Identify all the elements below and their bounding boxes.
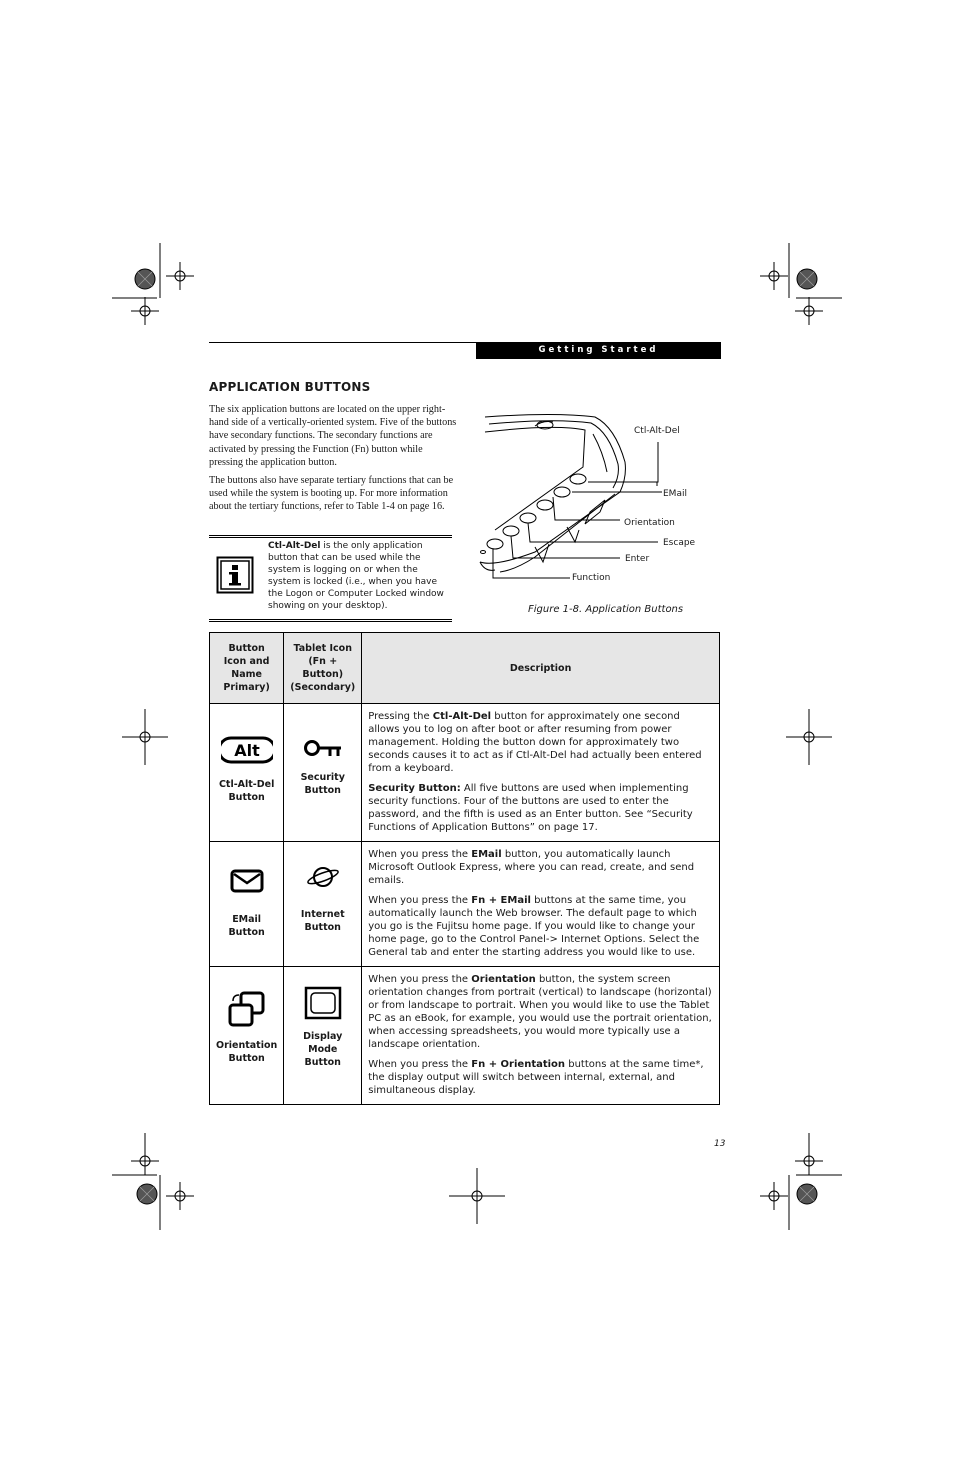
primary-name: EMail Button xyxy=(228,914,265,938)
section-title: APPLICATION BUTTONS xyxy=(209,380,371,394)
description-cell xyxy=(362,842,720,967)
desc-bold: Security Button: xyxy=(368,783,461,794)
figure-caption: Figure 1-8. Application Buttons xyxy=(528,604,684,615)
description-paragraph xyxy=(368,848,713,887)
table-header-row xyxy=(210,633,720,704)
tablet-illustration xyxy=(475,412,725,592)
callout-ctl-alt-del: Ctl-Alt-Del xyxy=(634,426,680,436)
desc-text: Pressing the xyxy=(368,711,433,722)
application-buttons-table xyxy=(209,632,720,1105)
note-body: is the only application button that can be used while the system is logging on or when the system is locked (i.e., when you have the Logon or Computer Locked window showing on your desktop). xyxy=(268,541,444,611)
header-description: Description xyxy=(362,633,720,704)
envelope-icon xyxy=(230,869,264,893)
desc-bold: Fn + Orientation xyxy=(471,1059,566,1070)
note-rule-bottom xyxy=(209,619,452,620)
secondary-cell xyxy=(284,967,362,1105)
description-paragraph xyxy=(368,782,713,834)
desc-text: When you press the xyxy=(368,849,472,860)
desc-text: buttons at the same time*, the display output will switch between internal, external, and simultaneous display. xyxy=(368,1059,704,1096)
intro-paragraph-1: The six application buttons are located on the upper right-hand side of a vertically-oriented system. Five of the buttons have secondary functions. The secondary functions are activated by pressing the Function (Fn) button while pressing the application button. xyxy=(209,404,457,468)
description-paragraph xyxy=(368,1058,713,1097)
description-paragraph xyxy=(368,710,713,775)
callout-escape: Escape xyxy=(663,538,696,548)
description-cell xyxy=(362,967,720,1105)
secondary-cell xyxy=(284,704,362,842)
secondary-name: Display Mode Button xyxy=(303,1031,343,1068)
section-label: Getting Started xyxy=(538,345,659,355)
secondary-name: Security Button xyxy=(300,772,345,796)
monitor-icon xyxy=(304,986,342,1020)
primary-cell xyxy=(210,704,284,842)
note-bold: Ctl-Alt-Del xyxy=(268,541,321,551)
desc-bold: Orientation xyxy=(471,974,536,985)
callout-enter: Enter xyxy=(625,554,650,564)
secondary-name: Internet Button xyxy=(300,909,345,933)
primary-name: Ctl-Alt-Del Button xyxy=(218,779,275,803)
alt-button-icon xyxy=(221,736,273,764)
description-cell xyxy=(362,704,720,842)
header-secondary-label: Tablet Icon (Fn + Button) (Secondary) xyxy=(290,643,356,693)
callout-function: Function xyxy=(572,573,611,583)
callout-orientation: Orientation xyxy=(624,518,675,528)
desc-bold: Fn + EMail xyxy=(471,895,531,906)
svg-text:Alt: Alt xyxy=(233,741,260,760)
table-row xyxy=(210,704,720,842)
desc-text: button for approximately one second allows you to log on after boot or after resuming from power management. Holding the button down for approximately two seconds causes it to act as if Ctl-Alt-Del had actually been entered from a keyboard. xyxy=(368,711,702,774)
note-text xyxy=(268,540,450,612)
header-primary-label: Button Icon and Name Primary) xyxy=(223,643,270,693)
description-paragraph xyxy=(368,894,713,959)
primary-name: Orientation Button xyxy=(216,1040,278,1064)
page-number: 13 xyxy=(714,1139,726,1149)
header-secondary xyxy=(284,633,362,704)
secondary-cell xyxy=(284,842,362,967)
key-icon xyxy=(303,739,343,761)
primary-cell xyxy=(210,967,284,1105)
desc-text: button, the system screen orientation changes from portrait (vertical) to landscape (horizontal) or from landscape to portrait. When you would like to use the Tablet PC as an eBook, for example, you would use the portrait orientation, when accessing spreadsheets, you would more typically use a landscape orientation. xyxy=(368,974,712,1050)
table-row xyxy=(210,842,720,967)
planet-icon xyxy=(305,864,341,890)
desc-text: buttons at the same time, you automatically launch the Web browser. The default page to which you go is the Fujitsu home page. If you would like to change your home page, go to the Control Panel-> Internet Options. Select the General tab and enter the starting address you would like to use. xyxy=(368,895,700,958)
info-icon xyxy=(216,556,254,594)
desc-bold: Ctl-Alt-Del xyxy=(432,711,492,722)
desc-text: When you press the xyxy=(368,1059,472,1070)
desc-text: All five buttons are used when implementing security functions. Four of the buttons are used to enter the password, and the fifth is used as an Enter button. See “Security Functions of Application Buttons” on page 17. xyxy=(368,783,693,833)
intro-paragraph-2: The buttons also have separate tertiary functions that can be used while the system is booting up. For more information about the tertiary functions, refer to Table 1-4 on page 16. xyxy=(209,475,454,513)
callout-email: EMail xyxy=(663,489,687,499)
description-paragraph xyxy=(368,973,713,1051)
note-rule-top-2 xyxy=(209,537,452,538)
desc-bold: EMail xyxy=(471,849,502,860)
primary-cell xyxy=(210,842,284,967)
desc-text: When you press the xyxy=(368,895,472,906)
note-rule-bottom-2 xyxy=(209,621,452,622)
desc-text: When you press the xyxy=(368,974,472,985)
table-row xyxy=(210,967,720,1105)
header-primary xyxy=(210,633,284,704)
rotate-screen-icon xyxy=(227,991,267,1029)
note-rule-top xyxy=(209,535,452,536)
desc-text: button, you automatically launch Microsoft Outlook Express, where you can read, create, and send emails. xyxy=(368,849,695,886)
